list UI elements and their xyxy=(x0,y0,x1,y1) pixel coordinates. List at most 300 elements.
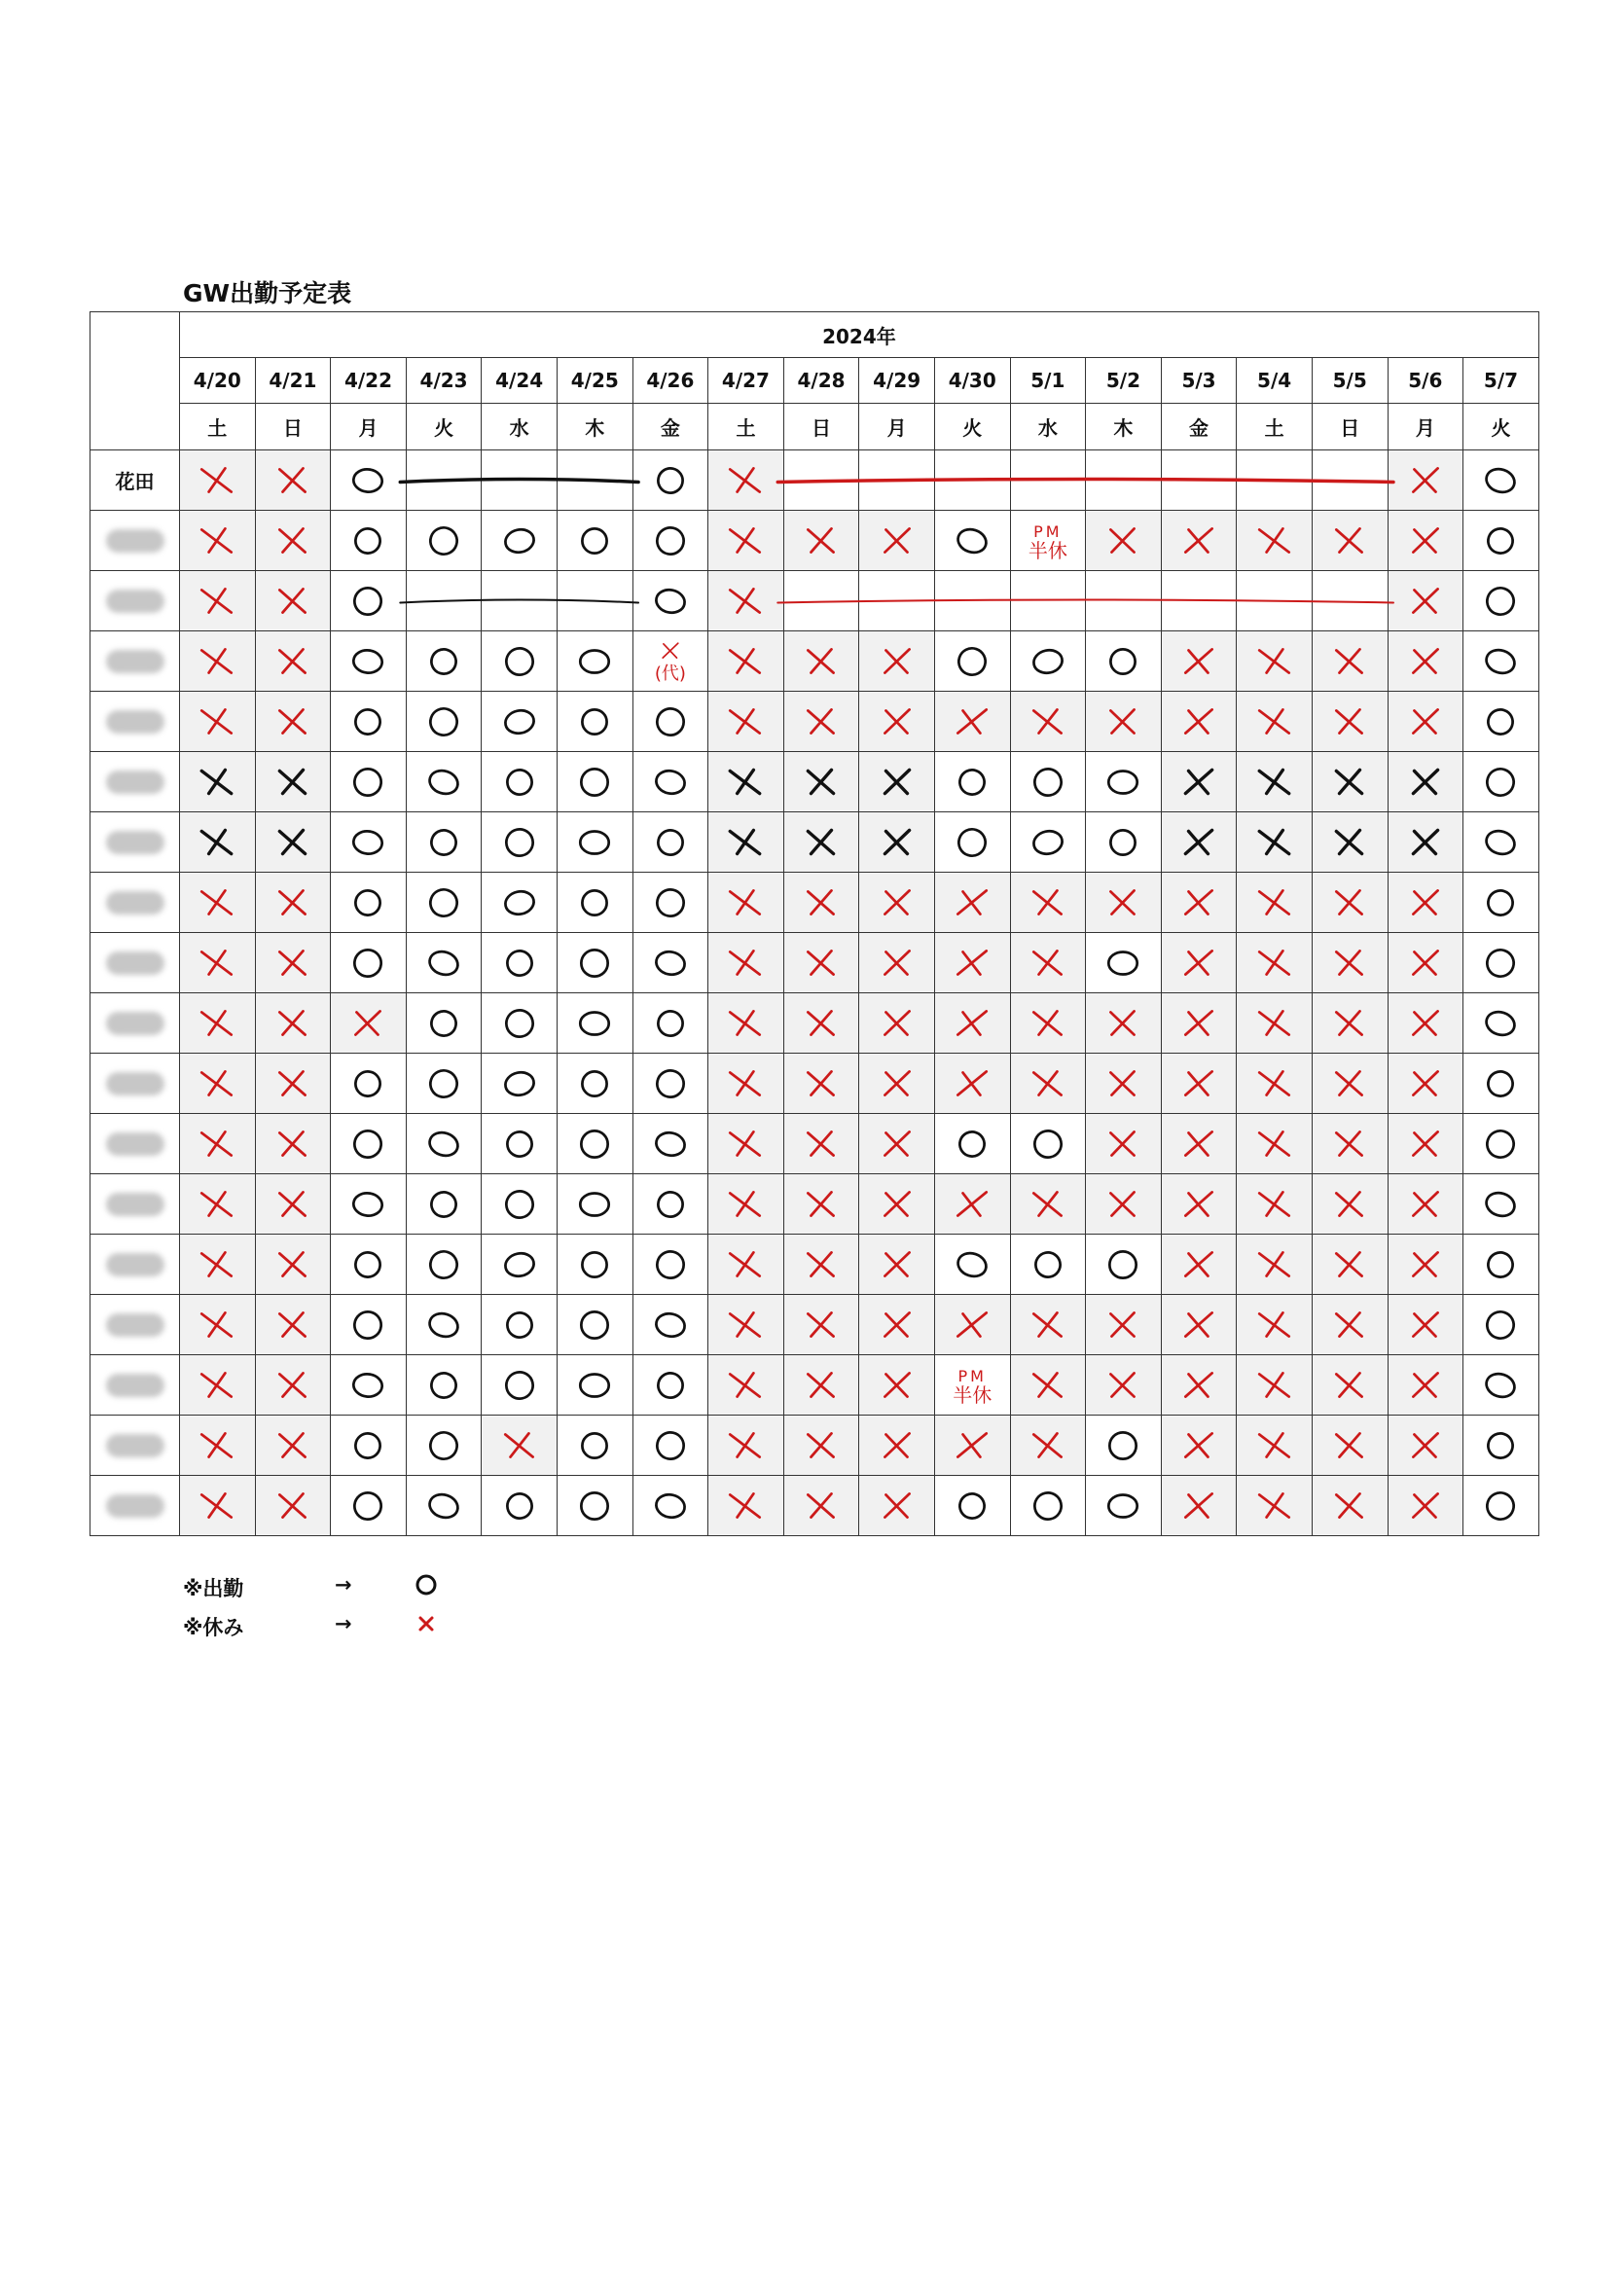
off-mark-icon xyxy=(1254,762,1295,803)
schedule-cell xyxy=(783,571,859,631)
schedule-cell xyxy=(406,571,482,631)
off-mark-icon xyxy=(877,1003,918,1044)
redacted-name xyxy=(106,650,164,673)
schedule-cell xyxy=(1237,631,1313,692)
schedule-cell xyxy=(482,752,558,812)
off-mark-icon xyxy=(1028,1003,1068,1044)
work-mark-icon xyxy=(1480,641,1521,682)
schedule-cell xyxy=(934,1114,1010,1174)
work-mark-icon xyxy=(347,581,388,622)
schedule-cell xyxy=(1463,1416,1539,1476)
off-mark-icon xyxy=(1405,520,1446,561)
work-mark-icon xyxy=(1480,520,1521,561)
off-mark-icon xyxy=(1102,1063,1143,1104)
work-mark-icon xyxy=(347,882,388,923)
work-mark-icon xyxy=(650,1365,691,1406)
schedule-cell xyxy=(783,1476,859,1536)
schedule-cell xyxy=(1161,1114,1237,1174)
schedule-cell xyxy=(1312,511,1388,571)
work-mark-icon xyxy=(574,1486,615,1526)
schedule-cell xyxy=(1237,1416,1313,1476)
off-mark-icon xyxy=(801,1184,842,1225)
schedule-cell xyxy=(632,1054,708,1114)
schedule-cell xyxy=(1010,1295,1086,1355)
schedule-cell xyxy=(783,692,859,752)
off-mark-icon xyxy=(272,1425,313,1466)
date-header: 5/6 xyxy=(1388,358,1463,404)
schedule-cell xyxy=(331,1355,407,1416)
employee-name xyxy=(90,1476,180,1536)
schedule-cell xyxy=(1388,933,1463,993)
schedule-cell xyxy=(1161,1416,1237,1476)
schedule-cell xyxy=(1161,1174,1237,1235)
off-mark-icon xyxy=(1028,1365,1068,1406)
off-mark-icon xyxy=(952,1305,992,1345)
employee-name xyxy=(90,692,180,752)
schedule-cell xyxy=(255,1174,331,1235)
schedule-cell xyxy=(1388,752,1463,812)
work-mark-icon xyxy=(347,1124,388,1165)
work-mark-icon xyxy=(1480,822,1521,863)
schedule-cell xyxy=(1388,812,1463,873)
schedule-cell xyxy=(1312,450,1388,511)
schedule-cell xyxy=(255,873,331,933)
work-mark-icon xyxy=(1480,1425,1521,1466)
schedule-cell xyxy=(482,692,558,752)
schedule-cell xyxy=(255,571,331,631)
off-mark-icon xyxy=(1254,1184,1295,1225)
schedule-cell xyxy=(331,993,407,1054)
schedule-cell xyxy=(1010,511,1086,571)
employee-name xyxy=(90,1416,180,1476)
off-mark-icon xyxy=(272,762,313,803)
schedule-cell xyxy=(255,933,331,993)
schedule-cell xyxy=(1237,1114,1313,1174)
table-row xyxy=(90,1174,1539,1235)
work-mark-icon xyxy=(1028,762,1068,803)
schedule-cell xyxy=(632,993,708,1054)
schedule-cell xyxy=(632,450,708,511)
off-mark-icon xyxy=(877,1124,918,1165)
schedule-cell xyxy=(632,571,708,631)
schedule-cell xyxy=(1388,1054,1463,1114)
off-mark-icon xyxy=(877,882,918,923)
work-mark-icon xyxy=(499,943,540,984)
schedule-cell xyxy=(783,1235,859,1295)
redacted-name xyxy=(106,1193,164,1216)
off-mark-icon xyxy=(877,943,918,984)
schedule-cell xyxy=(1086,1476,1162,1536)
schedule-cell xyxy=(255,1295,331,1355)
date-header: 4/20 xyxy=(180,358,256,404)
table-row xyxy=(90,1054,1539,1114)
off-mark-icon xyxy=(1405,1184,1446,1225)
off-mark-icon xyxy=(1178,1124,1219,1165)
work-mark-icon xyxy=(423,1365,464,1406)
schedule-cell xyxy=(1388,631,1463,692)
schedule-cell xyxy=(1388,1476,1463,1536)
schedule-cell xyxy=(331,692,407,752)
schedule-cell xyxy=(406,1295,482,1355)
schedule-cell xyxy=(1086,450,1162,511)
schedule-cell xyxy=(1463,1114,1539,1174)
year-header: 2024年 xyxy=(180,312,1539,358)
weekday-header: 水 xyxy=(1010,404,1086,450)
schedule-cell xyxy=(1010,1114,1086,1174)
weekday-header: 月 xyxy=(1388,404,1463,450)
off-mark-icon xyxy=(952,1425,992,1466)
off-mark-icon xyxy=(1254,1305,1295,1345)
schedule-cell xyxy=(557,812,632,873)
schedule-cell xyxy=(1010,812,1086,873)
off-mark-icon xyxy=(1178,822,1219,863)
schedule-cell xyxy=(482,511,558,571)
schedule-cell xyxy=(255,450,331,511)
off-mark-icon xyxy=(1405,1305,1446,1345)
off-mark-icon xyxy=(1254,641,1295,682)
schedule-cell xyxy=(180,692,256,752)
work-mark-icon xyxy=(1480,1244,1521,1285)
off-mark-icon xyxy=(197,1124,237,1165)
work-mark-icon xyxy=(499,1124,540,1165)
schedule-cell xyxy=(859,450,935,511)
legend-cross-icon xyxy=(413,1609,440,1641)
schedule-cell xyxy=(180,752,256,812)
date-header: 5/2 xyxy=(1086,358,1162,404)
work-mark-icon xyxy=(650,701,691,742)
schedule-cell xyxy=(482,571,558,631)
off-mark-icon xyxy=(1178,1365,1219,1406)
off-mark-icon xyxy=(1254,1063,1295,1104)
off-mark-icon xyxy=(1329,1244,1370,1285)
table-row xyxy=(90,752,1539,812)
schedule-cell xyxy=(1010,1054,1086,1114)
table-row xyxy=(90,692,1539,752)
schedule-cell xyxy=(708,1295,784,1355)
off-mark-icon xyxy=(1329,1003,1370,1044)
schedule-cell xyxy=(482,1235,558,1295)
off-mark-icon xyxy=(272,1305,313,1345)
work-mark-icon xyxy=(347,1184,388,1225)
schedule-cell xyxy=(482,812,558,873)
off-mark-icon xyxy=(1329,1124,1370,1165)
schedule-cell xyxy=(1312,993,1388,1054)
work-mark-icon xyxy=(1480,1486,1521,1526)
half-day-note xyxy=(1029,520,1067,561)
work-mark-icon xyxy=(650,1184,691,1225)
legend-item xyxy=(183,1573,352,1602)
off-mark-icon xyxy=(1102,1365,1143,1406)
off-mark-icon xyxy=(1178,882,1219,923)
schedule-cell xyxy=(859,571,935,631)
date-header: 4/22 xyxy=(331,358,407,404)
schedule-cell xyxy=(180,812,256,873)
schedule-cell xyxy=(708,511,784,571)
work-mark-icon xyxy=(574,1244,615,1285)
off-mark-icon xyxy=(725,882,766,923)
work-mark-icon xyxy=(347,520,388,561)
header-corner xyxy=(90,312,180,450)
schedule-cell xyxy=(1161,571,1237,631)
schedule-cell xyxy=(1010,1355,1086,1416)
schedule-cell xyxy=(1312,873,1388,933)
schedule-cell xyxy=(934,450,1010,511)
schedule-cell xyxy=(482,1114,558,1174)
off-mark-icon xyxy=(952,1063,992,1104)
schedule-cell xyxy=(1237,511,1313,571)
work-mark-icon xyxy=(650,460,691,501)
off-mark-icon xyxy=(801,1486,842,1526)
weekday-header: 日 xyxy=(255,404,331,450)
schedule-cell xyxy=(1010,933,1086,993)
off-mark-icon xyxy=(1329,1425,1370,1466)
off-mark-icon xyxy=(197,1244,237,1285)
off-mark-icon xyxy=(1102,1124,1143,1165)
weekday-header: 土 xyxy=(708,404,784,450)
employee-name xyxy=(90,752,180,812)
schedule-cell xyxy=(1237,692,1313,752)
work-mark-icon xyxy=(1480,1305,1521,1345)
weekday-header: 土 xyxy=(180,404,256,450)
schedule-cell xyxy=(1010,571,1086,631)
work-mark-icon xyxy=(347,762,388,803)
work-mark-icon xyxy=(574,943,615,984)
half-day-label: 半休 xyxy=(953,1382,992,1407)
off-mark-icon xyxy=(801,641,842,682)
schedule-cell xyxy=(1161,873,1237,933)
schedule-cell xyxy=(557,933,632,993)
schedule-cell xyxy=(1463,631,1539,692)
off-mark-icon xyxy=(1102,1184,1143,1225)
table-row xyxy=(90,1114,1539,1174)
work-mark-icon xyxy=(347,1063,388,1104)
schedule-cell xyxy=(783,1114,859,1174)
half-day-note xyxy=(953,1365,992,1406)
schedule-cell xyxy=(482,873,558,933)
off-mark-icon xyxy=(197,1184,237,1225)
off-mark-icon xyxy=(1405,1425,1446,1466)
substitute-label: (代) xyxy=(654,664,686,685)
work-mark-icon xyxy=(650,943,691,984)
schedule-cell xyxy=(859,511,935,571)
weekday-header: 木 xyxy=(1086,404,1162,450)
off-mark-icon xyxy=(1405,1486,1446,1526)
schedule-cell xyxy=(783,1295,859,1355)
schedule-cell xyxy=(557,1416,632,1476)
schedule-cell xyxy=(934,1295,1010,1355)
work-mark-icon xyxy=(952,1124,992,1165)
off-mark-icon xyxy=(1178,1184,1219,1225)
off-mark-icon xyxy=(877,1244,918,1285)
off-mark-icon xyxy=(1405,1365,1446,1406)
work-mark-icon xyxy=(574,1425,615,1466)
schedule-cell xyxy=(1086,752,1162,812)
work-mark-icon xyxy=(650,520,691,561)
employee-name xyxy=(90,993,180,1054)
redacted-name xyxy=(106,1374,164,1397)
off-mark-icon xyxy=(1102,701,1143,742)
off-mark-icon xyxy=(1178,762,1219,803)
off-mark-icon xyxy=(801,1425,842,1466)
schedule-cell xyxy=(708,571,784,631)
off-mark-icon xyxy=(725,1486,766,1526)
schedule-cell xyxy=(1161,511,1237,571)
schedule-cell xyxy=(331,631,407,692)
schedule-cell xyxy=(1312,1054,1388,1114)
work-mark-icon xyxy=(499,882,540,923)
schedule-cell xyxy=(331,1114,407,1174)
schedule-cell xyxy=(1237,571,1313,631)
work-mark-icon xyxy=(347,1425,388,1466)
off-mark-icon xyxy=(725,520,766,561)
schedule-cell xyxy=(1237,1235,1313,1295)
off-mark-icon xyxy=(1405,701,1446,742)
work-mark-icon xyxy=(952,762,992,803)
off-mark-icon xyxy=(725,1184,766,1225)
work-mark-icon xyxy=(423,641,464,682)
work-mark-icon xyxy=(574,701,615,742)
off-mark-icon xyxy=(272,1003,313,1044)
work-mark-icon xyxy=(574,1305,615,1345)
date-header: 5/5 xyxy=(1312,358,1388,404)
schedule-cell xyxy=(557,1054,632,1114)
work-mark-icon xyxy=(1480,1365,1521,1406)
schedule-cell xyxy=(708,993,784,1054)
schedule-cell xyxy=(1312,1235,1388,1295)
schedule-cell xyxy=(331,1295,407,1355)
off-mark-icon xyxy=(272,943,313,984)
redacted-name xyxy=(106,1313,164,1337)
schedule-cell xyxy=(406,511,482,571)
schedule-cell xyxy=(783,873,859,933)
schedule-cell xyxy=(632,1295,708,1355)
work-mark-icon xyxy=(1480,1124,1521,1165)
work-mark-icon xyxy=(499,822,540,863)
off-mark-icon xyxy=(272,460,313,501)
schedule-cell xyxy=(482,993,558,1054)
off-mark-icon xyxy=(1028,701,1068,742)
schedule-cell xyxy=(1010,692,1086,752)
table-row xyxy=(90,1235,1539,1295)
schedule-cell xyxy=(783,752,859,812)
schedule-cell xyxy=(180,1114,256,1174)
table-row xyxy=(90,511,1539,571)
schedule-cell xyxy=(1463,1476,1539,1536)
schedule-cell xyxy=(406,752,482,812)
off-mark-icon xyxy=(725,1124,766,1165)
off-mark-icon xyxy=(1405,822,1446,863)
schedule-cell xyxy=(255,752,331,812)
schedule-cell xyxy=(557,1295,632,1355)
schedule-cell xyxy=(859,1114,935,1174)
off-mark-icon xyxy=(1329,641,1370,682)
work-mark-icon xyxy=(952,641,992,682)
schedule-cell xyxy=(1463,873,1539,933)
off-mark-icon xyxy=(725,641,766,682)
schedule-cell xyxy=(557,1235,632,1295)
weekday-header: 日 xyxy=(1312,404,1388,450)
schedule-cell xyxy=(708,1235,784,1295)
schedule-cell xyxy=(934,1174,1010,1235)
schedule-cell xyxy=(1388,1114,1463,1174)
employee-name xyxy=(90,511,180,571)
work-mark-icon xyxy=(347,1365,388,1406)
off-mark-icon xyxy=(1178,701,1219,742)
legend-item xyxy=(183,1612,352,1641)
off-mark-icon xyxy=(1405,1124,1446,1165)
work-mark-icon xyxy=(423,1486,464,1526)
off-mark-icon xyxy=(952,1184,992,1225)
schedule-cell xyxy=(406,933,482,993)
schedule-cell xyxy=(255,631,331,692)
schedule-cell xyxy=(180,511,256,571)
schedule-cell xyxy=(934,511,1010,571)
off-mark-icon xyxy=(877,1063,918,1104)
work-mark-icon xyxy=(499,641,540,682)
schedule-cell xyxy=(1237,1355,1313,1416)
schedule-cell xyxy=(1010,1476,1086,1536)
off-mark-icon xyxy=(1405,460,1446,501)
off-mark-icon xyxy=(725,762,766,803)
schedule-cell xyxy=(406,1416,482,1476)
work-mark-icon xyxy=(423,1124,464,1165)
schedule-cell xyxy=(859,993,935,1054)
page-title: GW出勤予定表 xyxy=(183,279,352,307)
schedule-cell xyxy=(1312,1476,1388,1536)
schedule-cell xyxy=(632,1416,708,1476)
off-mark-icon xyxy=(952,882,992,923)
work-mark-icon xyxy=(423,762,464,803)
schedule-cell xyxy=(406,450,482,511)
schedule-cell xyxy=(1463,1054,1539,1114)
off-mark-icon xyxy=(1102,882,1143,923)
redacted-name xyxy=(106,1132,164,1156)
off-mark-icon xyxy=(197,762,237,803)
off-mark-icon xyxy=(952,701,992,742)
schedule-cell xyxy=(1463,1174,1539,1235)
off-mark-icon xyxy=(1405,1003,1446,1044)
schedule-cell xyxy=(1463,1235,1539,1295)
schedule-cell xyxy=(1086,812,1162,873)
schedule-cell xyxy=(1463,511,1539,571)
schedule-cell xyxy=(255,1054,331,1114)
work-mark-icon xyxy=(423,943,464,984)
work-mark-icon xyxy=(499,1365,540,1406)
weekday-header: 火 xyxy=(406,404,482,450)
schedule-cell xyxy=(406,812,482,873)
work-mark-icon xyxy=(1028,1124,1068,1165)
schedule-cell xyxy=(1086,1416,1162,1476)
off-mark-icon xyxy=(347,1003,388,1044)
off-mark-icon xyxy=(197,822,237,863)
schedule-cell xyxy=(859,933,935,993)
work-mark-icon xyxy=(952,520,992,561)
work-mark-icon xyxy=(952,1244,992,1285)
off-mark-icon xyxy=(801,520,842,561)
off-mark-icon xyxy=(1178,1486,1219,1526)
off-mark-icon xyxy=(272,1063,313,1104)
schedule-cell xyxy=(783,1054,859,1114)
off-mark-icon xyxy=(197,1003,237,1044)
off-mark-icon xyxy=(1028,1063,1068,1104)
schedule-cell xyxy=(1086,1054,1162,1114)
off-mark-icon xyxy=(801,822,842,863)
schedule-cell xyxy=(1237,450,1313,511)
date-header: 5/4 xyxy=(1237,358,1313,404)
schedule-cell xyxy=(708,812,784,873)
schedule-cell xyxy=(632,1235,708,1295)
schedule-cell xyxy=(180,1235,256,1295)
